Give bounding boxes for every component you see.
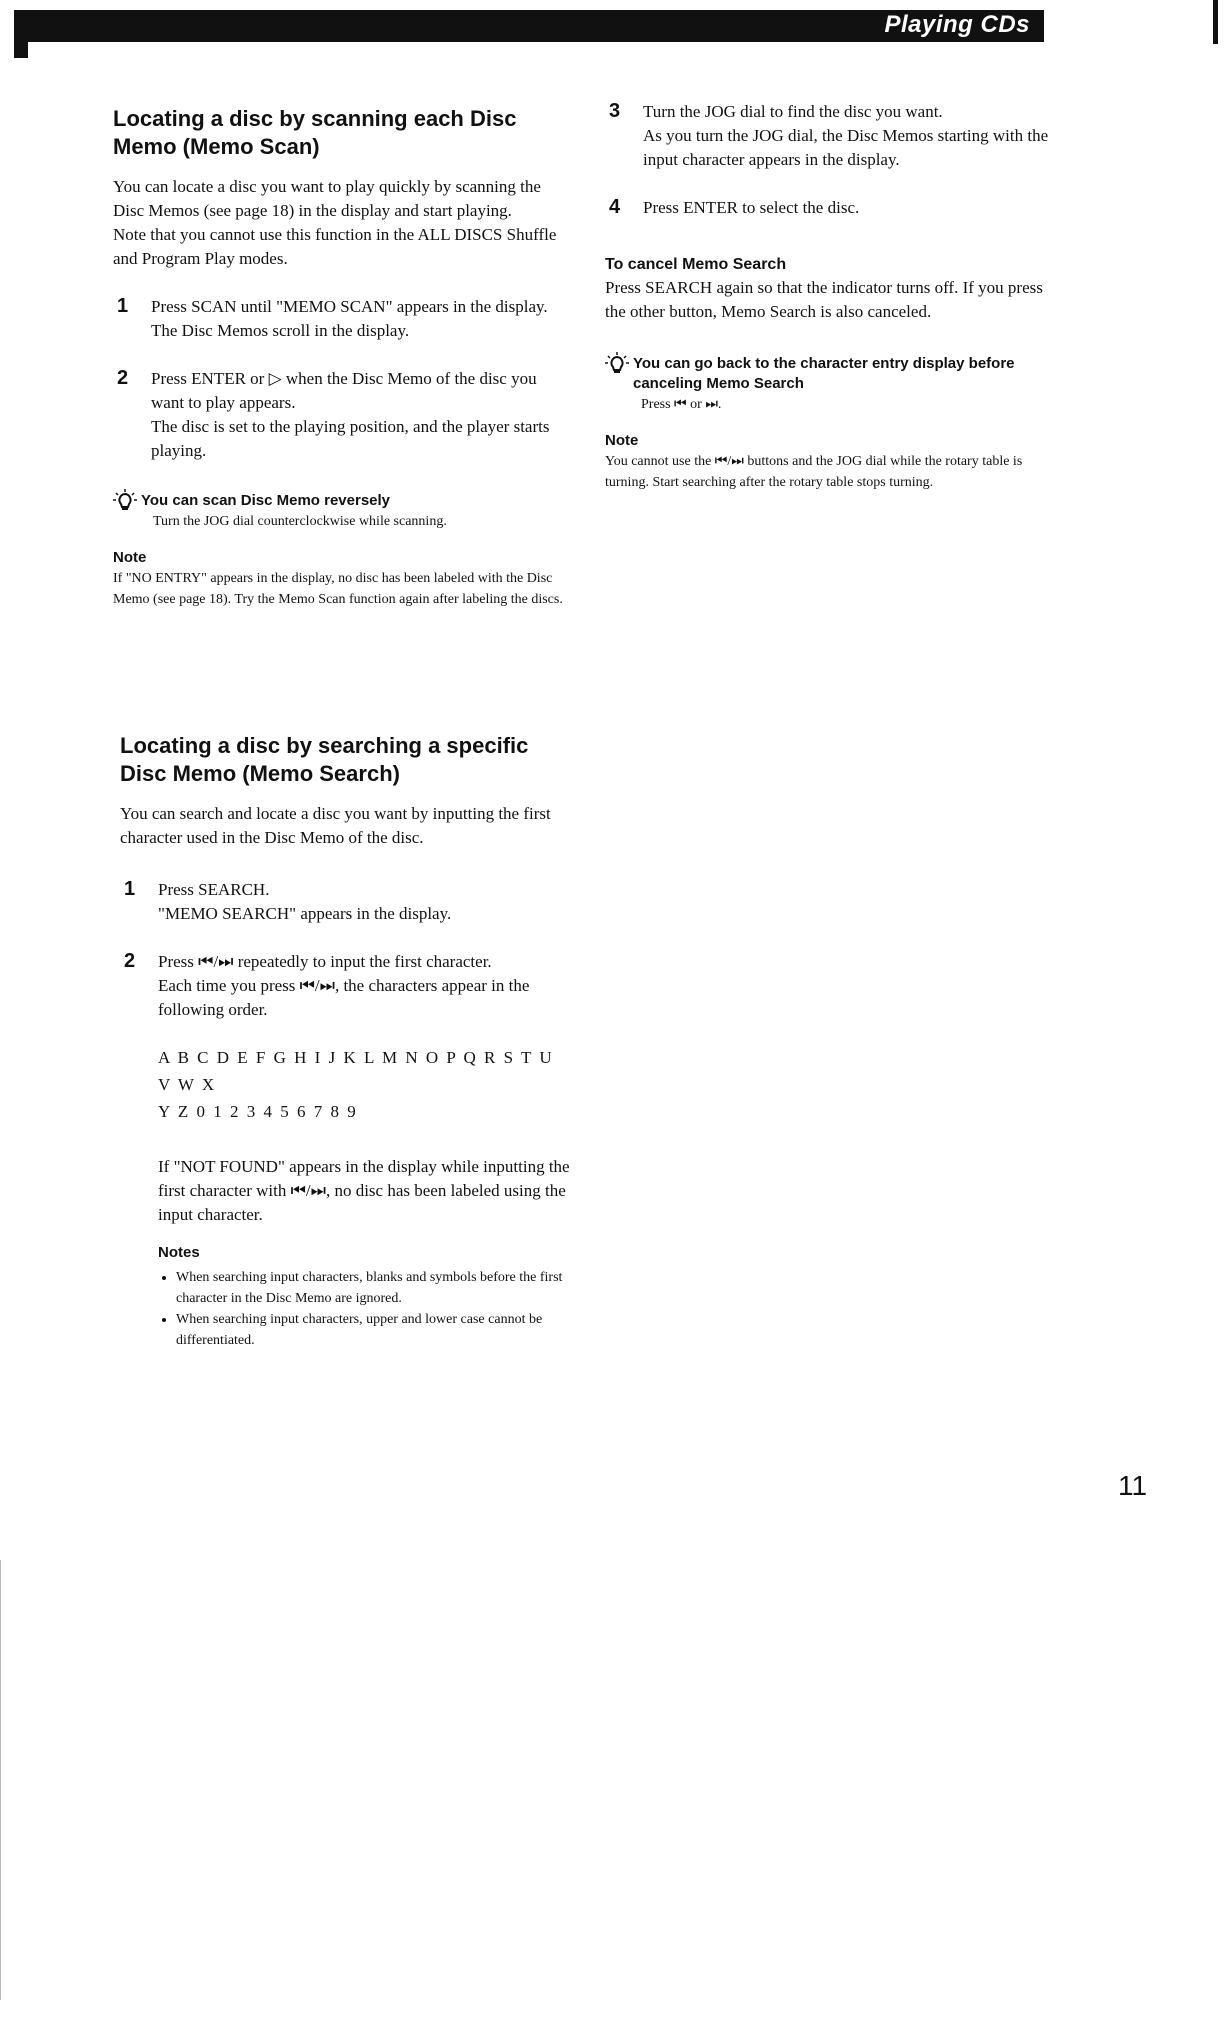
go-back-tip [605, 354, 1055, 394]
cancel-text: Press SEARCH again so that the indicator turns off. If you press the other button, Memo Search is also canceled. [605, 278, 1043, 321]
header-bar [14, 10, 1044, 42]
tip-text: Press ⏮ or ⏭. [641, 397, 722, 412]
step-number: 2 [124, 950, 136, 972]
notes-heading: Notes [158, 1244, 200, 1261]
note-heading: Note [113, 549, 147, 566]
step-number: 1 [124, 878, 136, 900]
note-item: • When searching input characters, blanks and symbols before the first character in the Disc Memo are ignored. [176, 1267, 570, 1309]
step-result: The Disc Memos scroll in the display. [151, 321, 410, 340]
note-text: If "NO ENTRY" appears in the display, no disc has been labeled with the Disc Memo (see page 18). Try the Memo Scan function again after labeling the discs. [113, 571, 563, 607]
notes-list [158, 1267, 570, 1351]
step-result: "MEMO SEARCH" appears in the display. [158, 904, 452, 923]
lightbulb-icon [605, 352, 629, 376]
memo-scan-tip [113, 491, 563, 511]
section-memo-search [120, 732, 570, 1351]
character-order-line-1: A B C D E F G H I J K L M N O P Q R S T U V W X [158, 1048, 554, 1094]
memo-search-step-2 [120, 950, 570, 1351]
cancel-heading: To cancel Memo Search [605, 256, 787, 273]
step-text: Press ⏮/⏭ repeatedly to input the first character. [158, 952, 492, 971]
note-item: • When searching input characters, upper and lower case cannot be differentiated. [176, 1309, 570, 1351]
memo-scan-intro-2: Note that you cannot use this function in the ALL DISCS Shuffle and Program Play modes. [113, 225, 557, 268]
step-text: Turn the JOG dial to find the disc you want. [643, 102, 943, 121]
tip-text: Turn the JOG dial counterclockwise while scanning. [153, 514, 447, 529]
header-bar-tail [14, 30, 28, 58]
step-number: 4 [609, 196, 621, 218]
character-order [158, 1044, 570, 1125]
memo-search-step-1 [120, 878, 570, 926]
memo-search-heading: Locating a disc by searching a specific Disc Memo (Memo Search) [120, 733, 529, 786]
step-result: Each time you press ⏮/⏭, the characters appear in the following order. [158, 976, 530, 1019]
memo-scan-step-2 [113, 367, 563, 463]
not-found-text: If "NOT FOUND" appears in the display while inputting the first character with ⏮/⏭, no disc has been labeled using the input character. [158, 1157, 570, 1224]
header-title: Playing CDs [884, 11, 1030, 38]
character-order-line-2: Y Z 0 1 2 3 4 5 6 7 8 9 [158, 1102, 358, 1121]
step-text: Press ENTER or ▷ when the Disc Memo of the disc you want to play appears. [151, 369, 537, 412]
page-number: 11 [1118, 1470, 1148, 1501]
step-text: Press ENTER to select the disc. [643, 198, 860, 217]
note-text: You cannot use the ⏮/⏭ buttons and the JOG dial while the rotary table is turning. Start searching after the rotary table stops turning. [605, 454, 1023, 490]
step-result: The disc is set to the playing position, and the player starts playing. [151, 417, 550, 460]
tip-heading: You can go back to the character entry display before canceling Memo Search [633, 355, 1015, 392]
memo-scan-step-1 [113, 295, 563, 343]
step-result: As you turn the JOG dial, the Disc Memos starting with the input character appears in the display. [643, 126, 1049, 169]
memo-scan-heading: Locating a disc by scanning each Disc Memo (Memo Scan) [113, 106, 517, 159]
memo-scan-intro: You can locate a disc you want to play quickly by scanning the Disc Memos (see page 18) in the display and start playing. [113, 177, 541, 220]
section-memo-scan [113, 105, 563, 610]
memo-search-step-4 [605, 196, 1055, 220]
step-number: 3 [609, 100, 621, 122]
tip-heading: You can scan Disc Memo reversely [141, 492, 391, 509]
lightbulb-icon [113, 489, 137, 513]
section-right-column [605, 100, 1055, 493]
step-text: Press SCAN until "MEMO SCAN" appears in the display. [151, 297, 548, 316]
edge-mark [1213, 0, 1218, 44]
step-number: 2 [117, 367, 129, 389]
step-number: 1 [117, 295, 129, 317]
memo-search-step-3 [605, 100, 1055, 172]
margin-line [0, 1560, 1, 2000]
step-text: Press SEARCH. [158, 880, 270, 899]
memo-search-intro: You can search and locate a disc you want by inputting the first character used in the Disc Memo of the disc. [120, 804, 551, 847]
note-heading: Note [605, 432, 639, 449]
